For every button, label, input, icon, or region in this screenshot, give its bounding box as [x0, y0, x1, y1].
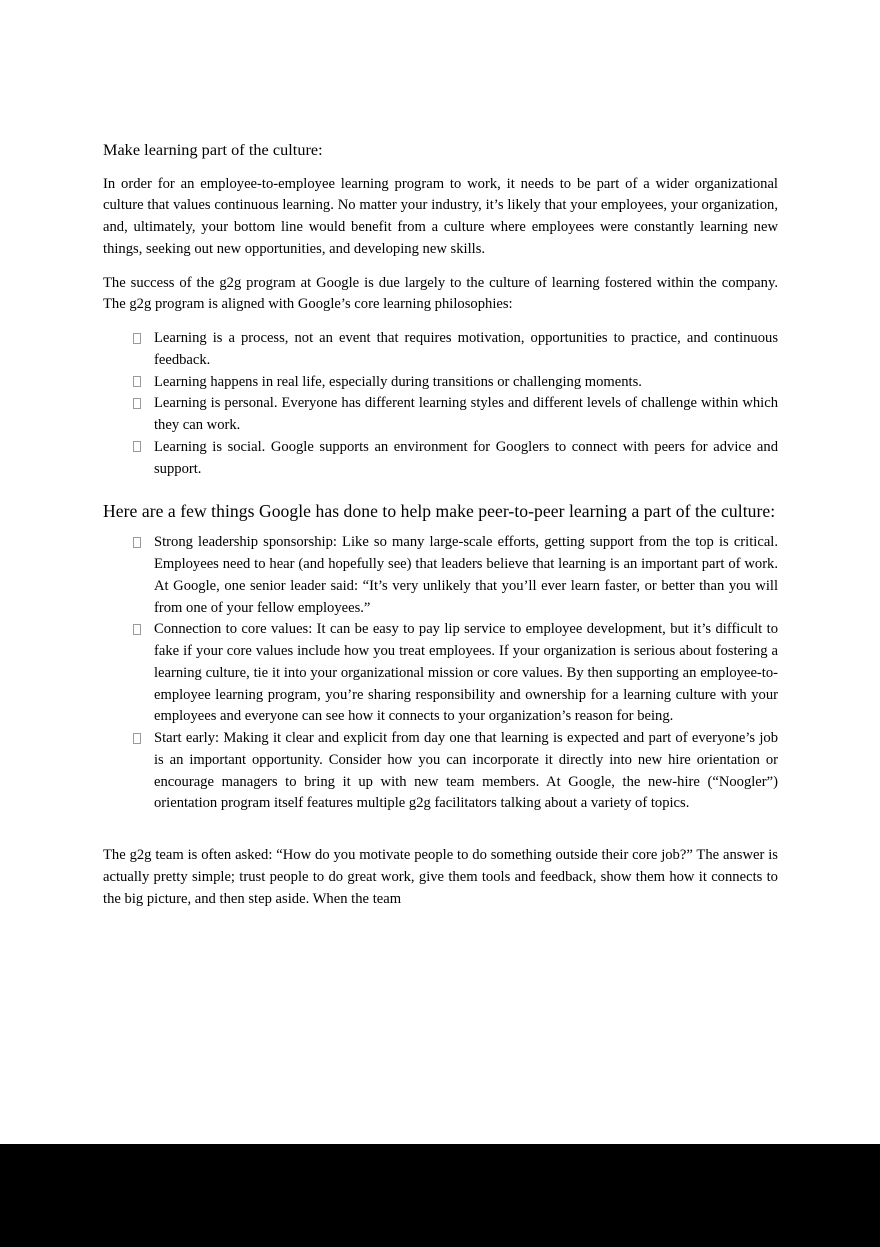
section-one-paragraph-1: In order for an employee-to-employee learning program to work, it needs to be part of a wider organizational culture that values continuous learning. No matter your industry, it’s likely that your employees, your organization, and, ultimately, your bottom line would benefit from a culture where employees were constantly learning new things, seeking out new opportunities, and developing new skills. [103, 175, 778, 257]
list-item-label: Learning is social. Google supports an environment for Googlers to connect with peers for advice and support. [154, 438, 778, 477]
tofu-box-icon [133, 537, 141, 548]
tofu-box-icon [133, 624, 141, 635]
section-one-bullet-list [103, 328, 778, 480]
page-bottom-black-band [0, 1144, 880, 1247]
section-two-heading: Here are a few things Google has done to help make peer-to-peer learning a part of the culture: [103, 501, 776, 522]
list-item-label: Strong leadership sponsorship: Like so many large-scale efforts, getting support from the top is critical. Employees need to hear (and hopefully see) that leaders believe that learning is an important part of work. At Google, one senior leader said: “It’s very unlikely that you’ll ever learn faster, or better than you will from one of your fellow employees.” [154, 534, 778, 616]
list-item-label: Connection to core values: It can be easy to pay lip service to employee development, but it’s difficult to fake if your core values include how you treat employees. If your organization is serious about fostering a learning culture, tie it into your organizational mission or core values. By then supporting an employee-to-employee learning program, you’re sharing responsibility and ownership for a learning culture with your employees and everyone can see how it connects to your organization’s reason for being. [154, 621, 778, 725]
list-item [103, 328, 778, 372]
section-one-heading: Make learning part of the culture: [103, 141, 323, 159]
list-item [103, 437, 778, 481]
tofu-box-icon [133, 376, 141, 387]
list-item-label: Learning is a process, not an event that requires motivation, opportunities to practice, and continuous feedback. [154, 330, 778, 368]
section-one-paragraph-2: The success of the g2g program at Google is due largely to the culture of learning fostered within the company. The g2g program is aligned with Google’s core learning philosophies: [103, 274, 778, 313]
list-item [103, 619, 778, 728]
document-text-column [103, 140, 778, 910]
list-item [103, 393, 778, 437]
tofu-box-icon [133, 441, 141, 452]
tofu-box-icon [133, 398, 141, 409]
list-item-label: Learning is personal. Everyone has different learning styles and different levels of challenge within which they can work. [154, 395, 778, 433]
list-item-label: Start early: Making it clear and explicit from day one that learning is expected and part of everyone’s job is an important opportunity. Consider how you can incorporate it directly into new hire orientation or encourage managers to bring it up with new team members. At Google, the new-hire (“Noogler”) orientation program itself features multiple g2g facilitators talking about a variety of topics. [154, 730, 778, 812]
tofu-box-icon [133, 333, 141, 344]
paragraph-spacer [103, 817, 778, 845]
list-item [103, 372, 778, 394]
tofu-box-icon [133, 733, 141, 744]
list-item [103, 532, 778, 619]
list-item [103, 728, 778, 815]
list-item-label: Learning happens in real life, especially during transitions or challenging moments. [154, 373, 642, 390]
closing-paragraph: The g2g team is often asked: “How do you motivate people to do something outside their core job?” The answer is actually pretty simple; trust people to do great work, give them tools and feedback, show them how it connects to the big picture, and then step aside. When the team [103, 847, 778, 907]
section-two-bullet-list [103, 532, 778, 815]
